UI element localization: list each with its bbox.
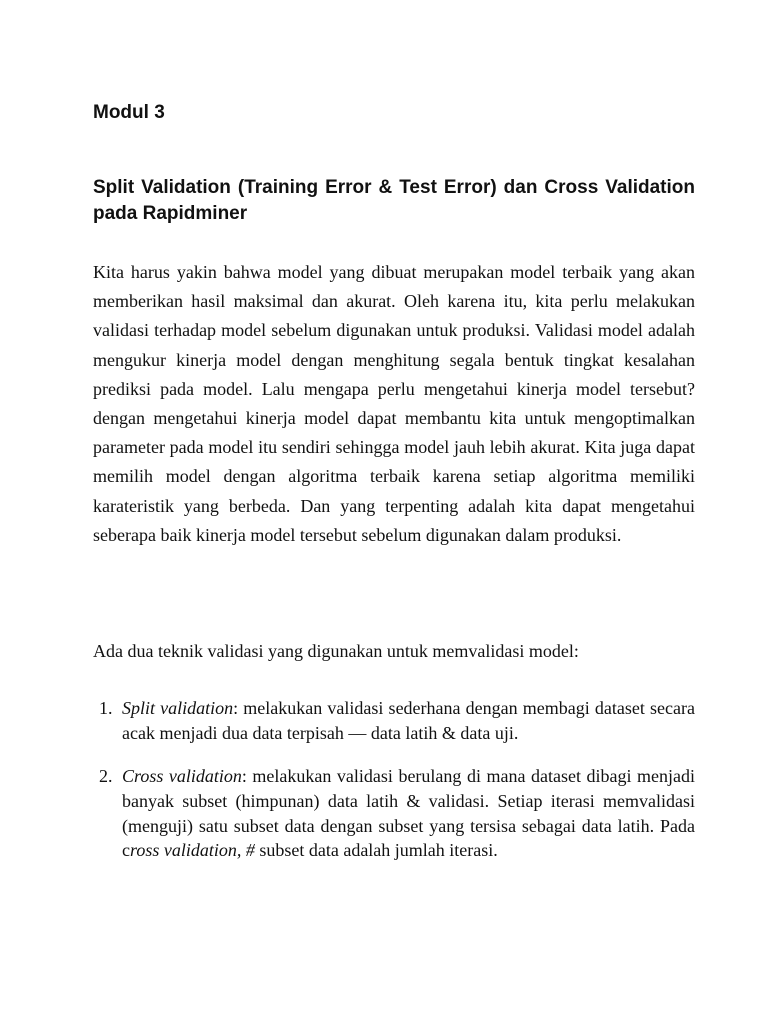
list-item-number: 1.	[99, 698, 113, 718]
list-item-text	[122, 764, 695, 863]
split-validation-description: : melakukan validasi sederhana dengan membagi dataset secara acak menjadi dua data terpisah — data latih & data uji.	[122, 698, 695, 743]
intro-paragraph: Kita harus yakin bahwa model yang dibuat merupakan model terbaik yang akan memberikan hasil maksimal dan akurat. Oleh karena itu, kita perlu melakukan validasi terhadap model sebelum digunakan untuk produksi. Validasi model adalah mengukur kinerja model dengan menghitung segala bentuk tingkat kesalahan prediksi pada model. Lalu mengapa perlu mengetahui kinerja model tersebut? dengan mengetahui kinerja model dapat membantu kita untuk mengoptimalkan parameter pada model itu sendiri sehingga model jauh lebih akurat. Kita juga dapat memilih model dengan algoritma terbaik karena setiap algoritma memiliki karateristik yang berbeda. Dan yang terpenting adalah kita dapat mengetahui seberapa baik kinerja model tersebut sebelum digunakan dalam produksi.	[93, 262, 695, 545]
term-split-validation: Split validation	[122, 698, 234, 718]
term-cross-validation: Cross validation	[122, 766, 242, 786]
cross-validation-description-part2: subset data adalah jumlah iterasi.	[254, 840, 498, 861]
list-item-text	[122, 696, 695, 746]
inline-term-cross-validation: ross validation, #	[130, 840, 255, 861]
cross-validation-description-part1: : melakukan validasi berulang di mana dataset dibagi menjadi banyak subset (himpunan) data latih & validasi. Setiap iterasi memvalidasi (menguji) satu subset data dengan subset yang tersisa sebagai data latih. Pada c	[122, 766, 695, 861]
techniques-intro-paragraph: Ada dua teknik validasi yang digunakan untuk memvalidasi model:	[93, 641, 579, 661]
module-title: Modul 3	[93, 102, 165, 123]
document-title: Split Validation (Training Error & Test Error) dan Cross Validation pada Rapidminer	[93, 177, 695, 224]
list-item-number: 2.	[99, 766, 113, 786]
list-item-cross-validation	[93, 764, 695, 863]
list-item-split-validation	[93, 696, 695, 746]
